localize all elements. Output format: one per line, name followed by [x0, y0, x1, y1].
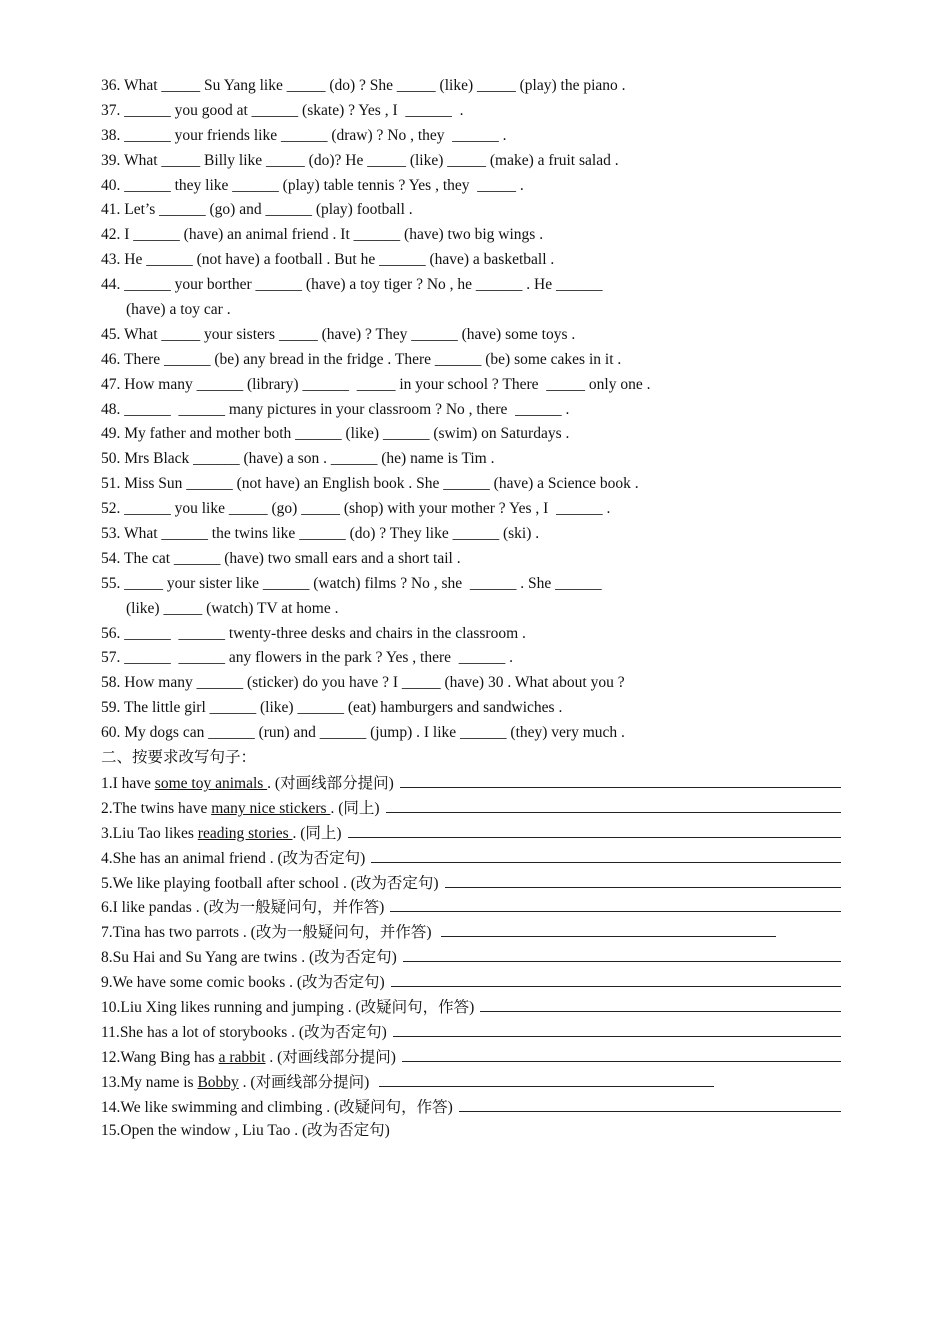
underlined-phrase: some toy animals — [154, 774, 268, 792]
fill-blank-line — [101, 422, 841, 447]
question-text: My dogs can ______ (run) and ______ (jump) . I like ______ (they) very much . — [124, 724, 625, 742]
question-text: ______ ______ twenty-three desks and chairs in the classroom . — [124, 624, 526, 642]
item-number: 2. — [101, 799, 113, 817]
item-text: The twins have — [112, 799, 212, 817]
question-text: Let’s ______ (go) and ______ (play) football . — [124, 201, 413, 219]
item-text: Tina has two parrots . (改为一般疑问句，并作答) — [112, 924, 436, 942]
answer-line — [386, 796, 841, 813]
answer-line — [390, 895, 841, 912]
question-text: What _____ your sisters _____ (have) ? They ______ (have) some toys . — [123, 325, 576, 343]
fill-blank-line — [101, 174, 841, 199]
fill-blank-line — [101, 323, 841, 348]
item-text: I have — [112, 774, 155, 792]
underlined-phrase: reading stories — [197, 824, 293, 842]
fill-blank-line — [101, 273, 841, 298]
question-text: What _____ Su Yang like _____ (do) ? She _____ (like) _____ (play) the piano . — [123, 77, 626, 94]
fill-blank-line — [101, 447, 841, 472]
question-number: 39. — [101, 151, 121, 169]
item-text: We like swimming and climbing . (改疑问句，作答) — [120, 1098, 453, 1116]
answer-line — [402, 1045, 841, 1062]
fill-blank-line — [101, 646, 841, 671]
question-number: 42. — [101, 226, 121, 244]
item-number: 4. — [101, 849, 113, 867]
question-text: The little girl ______ (like) ______ (eat) hamburgers and sandwiches . — [123, 699, 563, 717]
item-instruction: . (对画线部分提问) — [238, 1073, 374, 1091]
item-text: Wang Bing has — [120, 1048, 219, 1066]
fill-blank-line — [101, 671, 841, 696]
question-text: What _____ Billy like _____ (do)? He _____ (like) _____ (make) a fruit salad . — [123, 151, 619, 169]
section-heading: 二、按要求改写句子： — [101, 749, 257, 767]
question-text: He ______ (not have) a football . But he ______ (have) a basketball . — [124, 251, 555, 269]
fill-blank-line — [101, 298, 841, 323]
question-number: 60. — [101, 724, 121, 742]
question-text: (like) _____ (watch) TV at home . — [126, 599, 339, 617]
question-number: 58. — [101, 674, 121, 692]
underlined-phrase: many nice stickers — [211, 799, 331, 817]
question-text: ______ they like ______ (play) table tennis ? Yes , they _____ . — [124, 176, 524, 194]
fill-blank-line — [101, 398, 841, 423]
answer-line — [445, 871, 841, 888]
answer-line — [403, 945, 841, 962]
answer-line — [480, 995, 841, 1012]
question-text: My father and mother both ______ (like) ______ (swim) on Saturdays . — [124, 425, 570, 443]
item-text: She has an animal friend . (改为否定句) — [112, 849, 366, 867]
rewrite-item — [101, 995, 841, 1020]
item-instruction: . (对画线部分提问) — [267, 774, 394, 792]
fill-blank-line — [101, 597, 841, 622]
question-number: 50. — [101, 450, 121, 468]
item-number: 10. — [101, 998, 121, 1016]
item-text: She has a lot of storybooks . (改为否定句) — [119, 1023, 387, 1041]
answer-line — [441, 920, 776, 937]
fill-blank-line — [101, 124, 841, 149]
item-number: 13. — [101, 1073, 121, 1091]
question-text: _____ your sister like ______ (watch) films ? No , she ______ . She ______ — [124, 574, 602, 592]
item-number: 11. — [101, 1023, 120, 1041]
rewrite-item — [101, 771, 841, 796]
question-number: 44. — [101, 276, 121, 294]
question-text: Mrs Black ______ (have) a son . ______ (he) name is Tim . — [124, 450, 495, 468]
item-text: Liu Xing likes running and jumping . (改疑问句，作答) — [120, 998, 475, 1016]
rewrite-item — [101, 970, 841, 995]
fill-blank-line — [101, 348, 841, 373]
answer-line — [459, 1095, 841, 1112]
question-text: ______ your friends like ______ (draw) ? No , they ______ . — [124, 126, 507, 144]
fill-blank-line — [101, 622, 841, 647]
question-number: 59. — [101, 699, 121, 717]
rewrite-item — [101, 871, 841, 896]
answer-line — [371, 846, 841, 863]
fill-blank-line — [101, 248, 841, 273]
question-text: ______ ______ many pictures in your classroom ? No , there ______ . — [124, 400, 570, 418]
question-text: I ______ (have) an animal friend . It ______ (have) two big wings . — [124, 226, 544, 244]
item-number: 1. — [101, 774, 113, 792]
fill-blank-line — [101, 198, 841, 223]
question-number: 37. — [101, 101, 121, 119]
fill-blank-line — [101, 74, 841, 99]
question-number: 53. — [101, 525, 121, 543]
item-instruction: . (同上) — [292, 824, 342, 842]
question-number: 38. — [101, 126, 121, 144]
question-number: 40. — [101, 176, 121, 194]
rewrite-item — [101, 945, 841, 970]
item-instruction: . (对画线部分提问) — [265, 1048, 396, 1066]
item-text: We have some comic books . (改为否定句) — [112, 974, 385, 992]
answer-line — [400, 771, 841, 788]
item-number: 14. — [101, 1098, 121, 1116]
question-text: ______ your borther ______ (have) a toy tiger ? No , he ______ . He ______ — [124, 276, 603, 294]
question-text: The cat ______ (have) two small ears and a short tail . — [123, 549, 461, 567]
fill-blank-line — [101, 149, 841, 174]
question-number: 48. — [101, 400, 121, 418]
question-text: ______ you like _____ (go) _____ (shop) with your mother ? Yes , I ______ . — [124, 500, 611, 518]
fill-blank-line — [101, 497, 841, 522]
question-number: 57. — [101, 649, 121, 667]
item-text: We like playing football after school . (改为否定句) — [112, 874, 439, 892]
item-text: Liu Tao likes — [112, 824, 198, 842]
item-number: 3. — [101, 824, 113, 842]
fill-blank-line — [101, 572, 841, 597]
question-text: ______ you good at ______ (skate) ? Yes , I ______ . — [124, 101, 464, 119]
item-number: 12. — [101, 1048, 121, 1066]
rewrite-item — [101, 1070, 841, 1095]
item-text: I like pandas . (改为一般疑问句，并作答) — [112, 899, 385, 917]
fill-blank-line — [101, 547, 841, 572]
answer-line — [348, 821, 841, 838]
answer-line — [391, 970, 841, 987]
item-instruction: . (同上) — [330, 799, 380, 817]
item-text: Open the window , Liu Tao . (改为否定句) — [120, 1122, 390, 1140]
question-text: ______ ______ any flowers in the park ? Yes , there ______ . — [124, 649, 513, 667]
question-text: There ______ (be) any bread in the fridge . There ______ (be) some cakes in it . — [123, 350, 622, 368]
fill-blank-line — [101, 223, 841, 248]
rewrite-item — [101, 821, 841, 846]
question-number: 49. — [101, 425, 121, 443]
question-number: 46. — [101, 350, 121, 368]
question-number: 52. — [101, 500, 121, 518]
item-text: Su Hai and Su Yang are twins . (改为否定句) — [112, 949, 397, 967]
question-text: How many ______ (library) ______ _____ in your school ? There _____ only one . — [124, 375, 651, 393]
question-number: 41. — [101, 201, 121, 219]
fill-blank-line — [101, 522, 841, 547]
item-number: 9. — [101, 974, 113, 992]
question-number: 45. — [101, 325, 121, 343]
rewrite-item — [101, 920, 841, 945]
underlined-phrase: Bobby — [197, 1073, 239, 1091]
item-number: 8. — [101, 949, 113, 967]
question-text: (have) a toy car . — [126, 301, 231, 319]
question-number: 56. — [101, 624, 121, 642]
question-number: 55. — [101, 574, 121, 592]
rewrite-item — [101, 846, 841, 871]
question-number: 36. — [101, 77, 121, 94]
question-number: 47. — [101, 375, 121, 393]
rewrite-item — [101, 1095, 841, 1120]
question-number: 54. — [101, 549, 121, 567]
rewrite-item — [101, 796, 841, 821]
rewrite-item — [101, 1045, 841, 1070]
rewrite-item — [101, 1020, 841, 1045]
item-number: 6. — [101, 899, 113, 917]
question-number: 43. — [101, 251, 121, 269]
rewrite-item — [101, 895, 841, 920]
fill-blank-line — [101, 373, 841, 398]
item-number: 5. — [101, 874, 113, 892]
rewrite-item — [101, 1119, 841, 1144]
item-number: 7. — [101, 924, 113, 942]
underlined-phrase: a rabbit — [218, 1048, 266, 1066]
answer-line — [379, 1070, 714, 1087]
fill-blank-line — [101, 696, 841, 721]
exercise-lines — [101, 74, 841, 1144]
question-text: What ______ the twins like ______ (do) ? They like ______ (ski) . — [123, 525, 540, 543]
fill-blank-line — [101, 99, 841, 124]
fill-blank-line — [101, 721, 841, 746]
question-text: How many ______ (sticker) do you have ? I _____ (have) 30 . What about you ? — [124, 674, 625, 692]
item-text: My name is — [120, 1073, 198, 1091]
question-number: 51. — [101, 475, 121, 493]
item-number: 15. — [101, 1122, 121, 1140]
answer-line — [393, 1020, 841, 1037]
fill-blank-line — [101, 472, 841, 497]
question-text: Miss Sun ______ (not have) an English book . She ______ (have) a Science book . — [124, 475, 639, 493]
